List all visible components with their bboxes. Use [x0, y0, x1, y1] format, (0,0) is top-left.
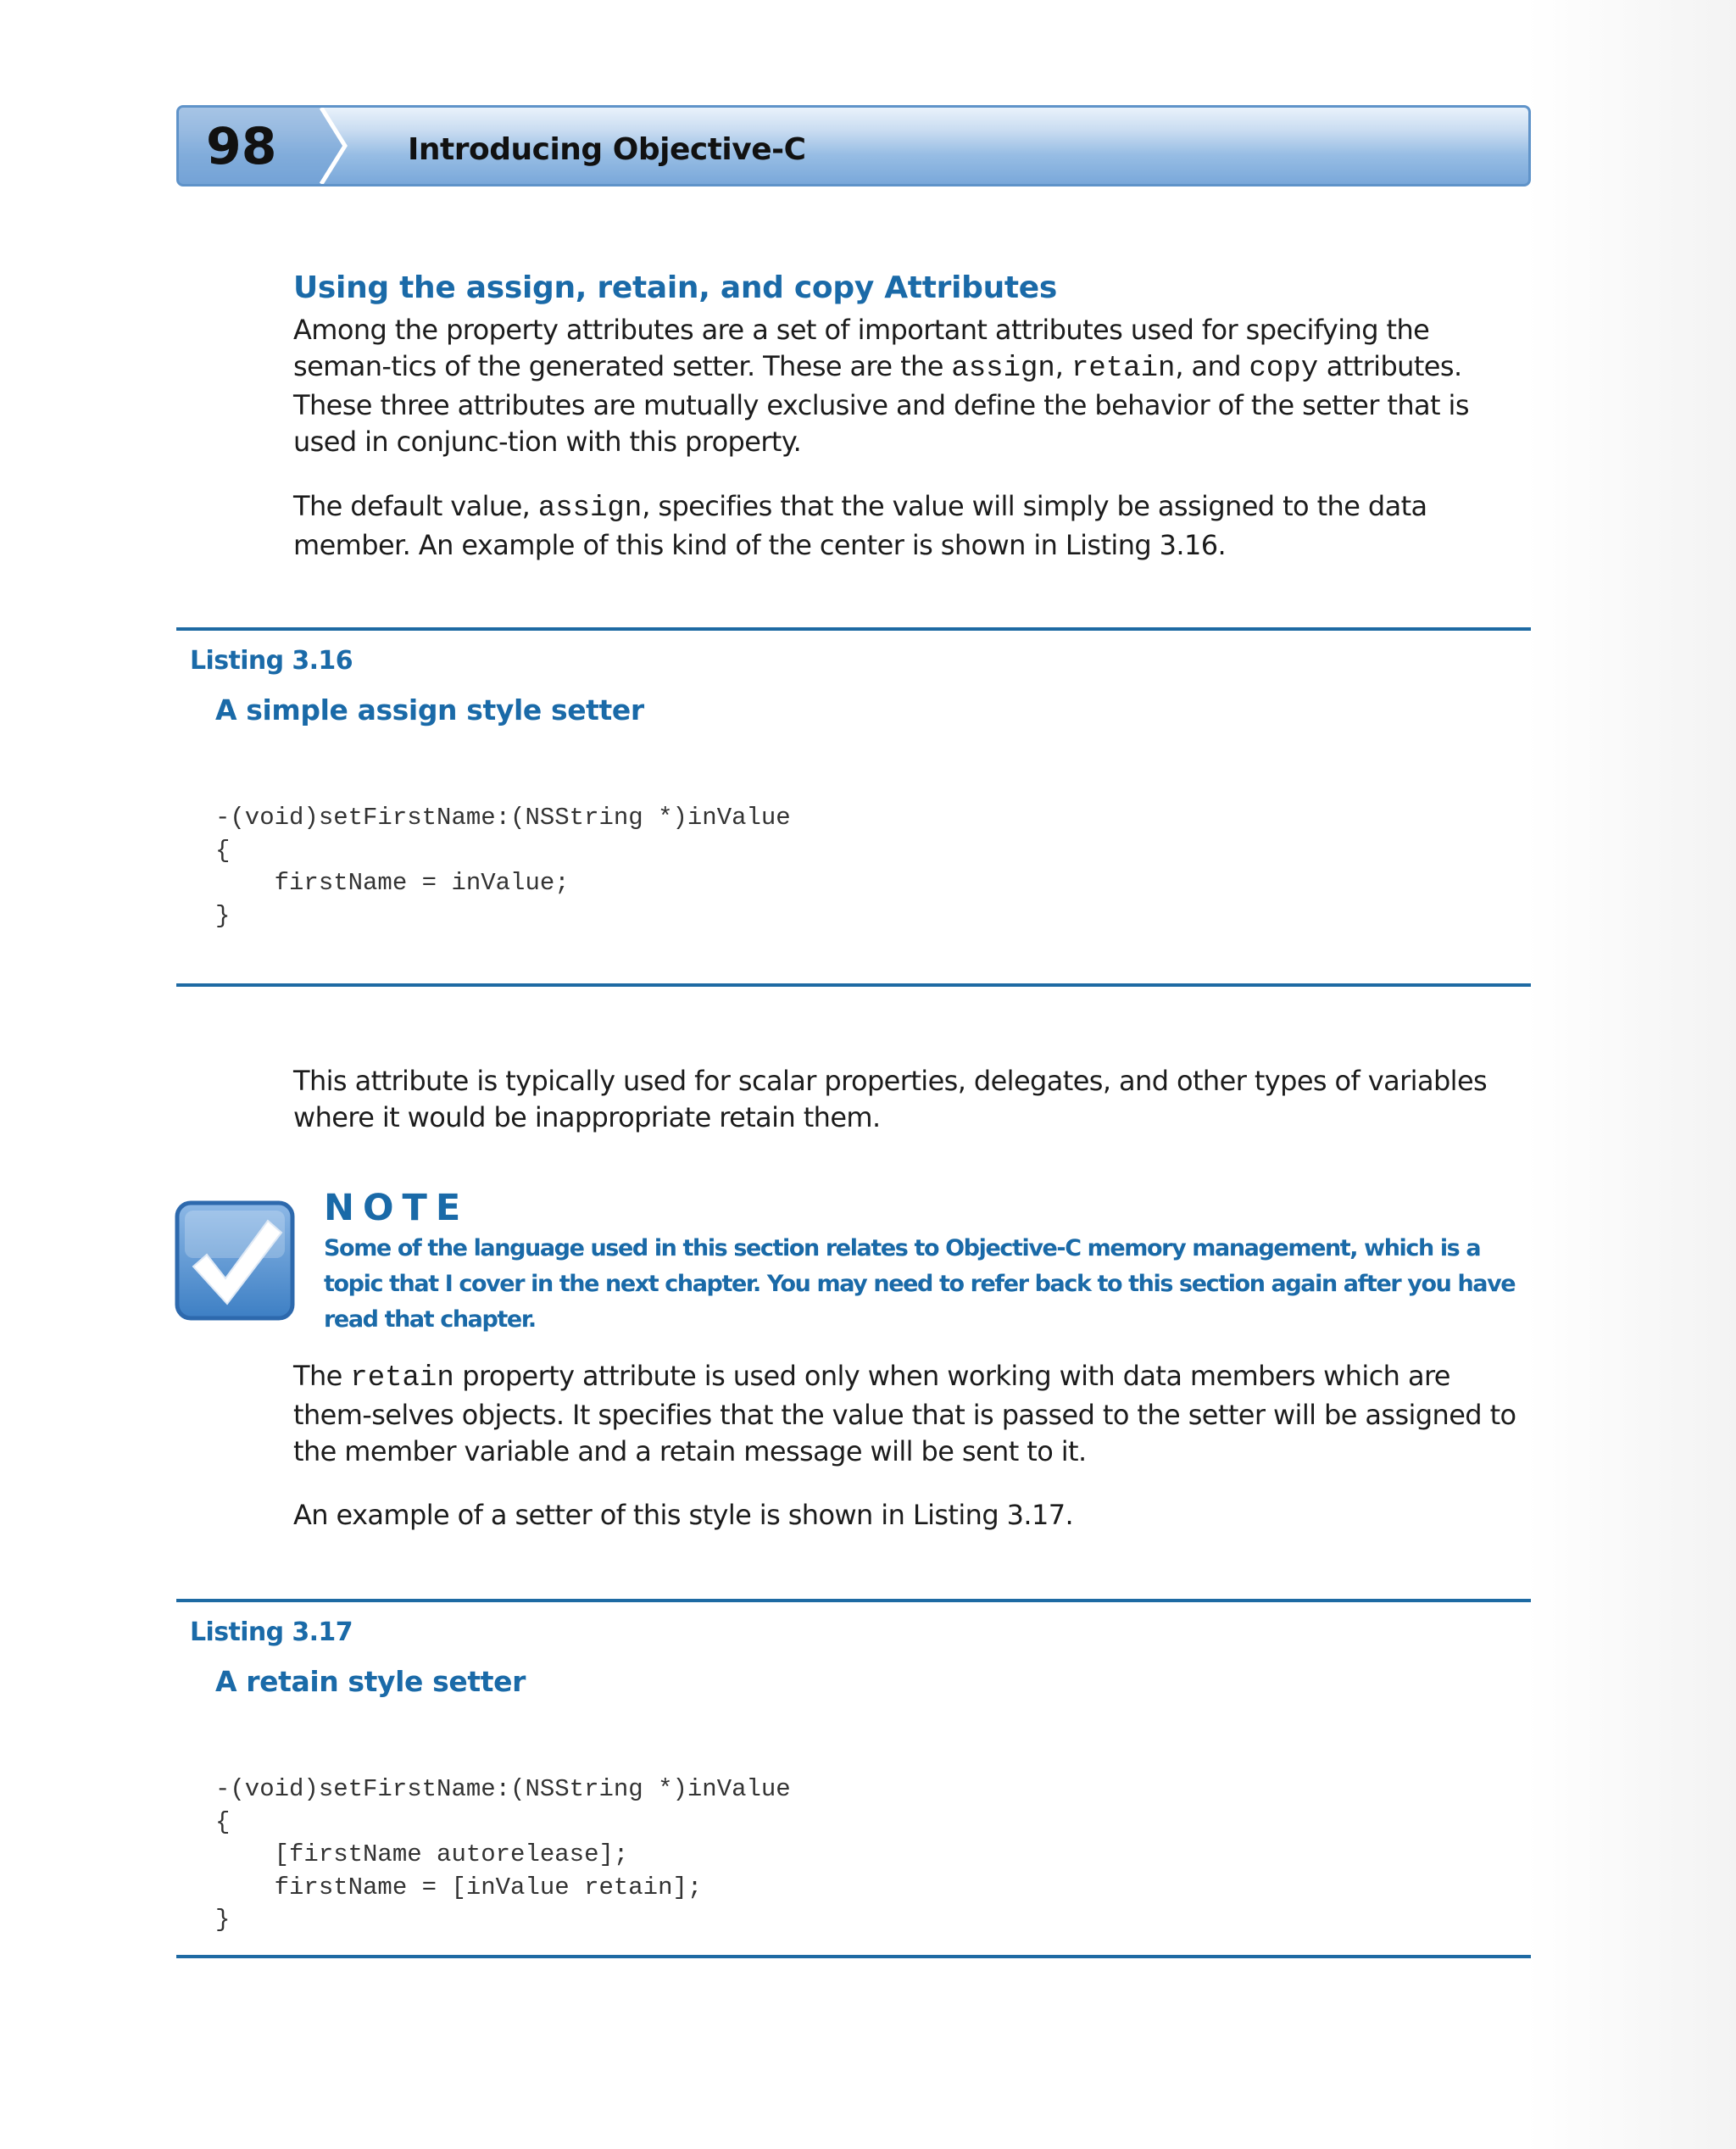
- checkmark-icon: [175, 1200, 295, 1321]
- code-line: -(void)setFirstName:(NSString *)inValue: [215, 804, 791, 832]
- code-line: }: [215, 901, 231, 930]
- inline-code-assign: assign: [951, 353, 1055, 385]
- code-line: {: [215, 836, 231, 865]
- listing-caption: A simple assign style setter: [215, 693, 644, 727]
- listing-label: Listing 3.17: [190, 1617, 353, 1647]
- note-text: Some of the language used in this section relates to Objective-C memory management, which is a topic that I cover in the next chapter. You may need to refer back to this section again after you have read that chapter.: [324, 1235, 1516, 1333]
- text-run: , and: [1175, 350, 1249, 382]
- text-run: ,: [1054, 350, 1071, 382]
- paragraph-example: An example of a setter of this style is shown in Listing 3.17.: [293, 1499, 1074, 1531]
- code-block: [215, 802, 791, 933]
- page-number: 98: [206, 117, 277, 176]
- code-line: {: [215, 1807, 231, 1836]
- text-run: property attribute is used only when working with data members which are them-selves objects. It specifies that the value that is passed to the setter will be assigned to the member variable and a retain message will be sent to it.: [293, 1360, 1516, 1467]
- inline-code-assign: assign: [537, 493, 643, 525]
- running-head: Introducing Objective-C: [408, 132, 806, 167]
- text-run: attributes. These three attributes are mutually exclusive and define the behavior of the setter that is used in conjunc-tion with this property.: [293, 350, 1469, 458]
- paragraph-intro: [293, 312, 1531, 460]
- text-run: The: [293, 1360, 351, 1392]
- section-title: Using the assign, retain, and copy Attributes: [293, 270, 1058, 305]
- inline-code-retain: retain: [1071, 353, 1176, 385]
- listing-top-rule: [176, 627, 1531, 631]
- code-line: firstName = [inValue retain];: [215, 1873, 703, 1901]
- code-line: }: [215, 1906, 231, 1934]
- paragraph-retain: [293, 1358, 1531, 1470]
- listing-top-rule: [176, 1599, 1531, 1602]
- text-run: Among the property attributes are a set of important attributes used for specifying the seman-tics of the generated setter. These are the: [293, 314, 1430, 382]
- text-run: , specifies that the value will simply be assigned to the data member. An example of this kind of the center is shown in Listing 3.16.: [293, 490, 1427, 561]
- code-line: firstName = inValue;: [215, 869, 570, 897]
- code-line: -(void)setFirstName:(NSString *)inValue: [215, 1775, 791, 1803]
- inline-code-retain: retain: [350, 1362, 454, 1395]
- listing-bottom-rule: [176, 983, 1531, 987]
- paragraph-default-value: [293, 488, 1531, 564]
- code-line: [firstName autorelease];: [215, 1840, 629, 1868]
- listing-label: Listing 3.16: [190, 646, 353, 676]
- text-run: The default value,: [293, 490, 538, 522]
- inline-code-copy: copy: [1249, 353, 1319, 385]
- listing-caption: A retain style setter: [215, 1665, 526, 1698]
- page-edge-shade: [1526, 0, 1736, 2149]
- code-block: [215, 1773, 791, 1937]
- note-heading: NOTE: [324, 1187, 470, 1229]
- paragraph-typical-use: This attribute is typically used for scalar properties, delegates, and other types of variables where it would be inappropriate retain them.: [293, 1065, 1488, 1133]
- page-header-banner: [176, 105, 1531, 187]
- listing-bottom-rule: [176, 1955, 1531, 1958]
